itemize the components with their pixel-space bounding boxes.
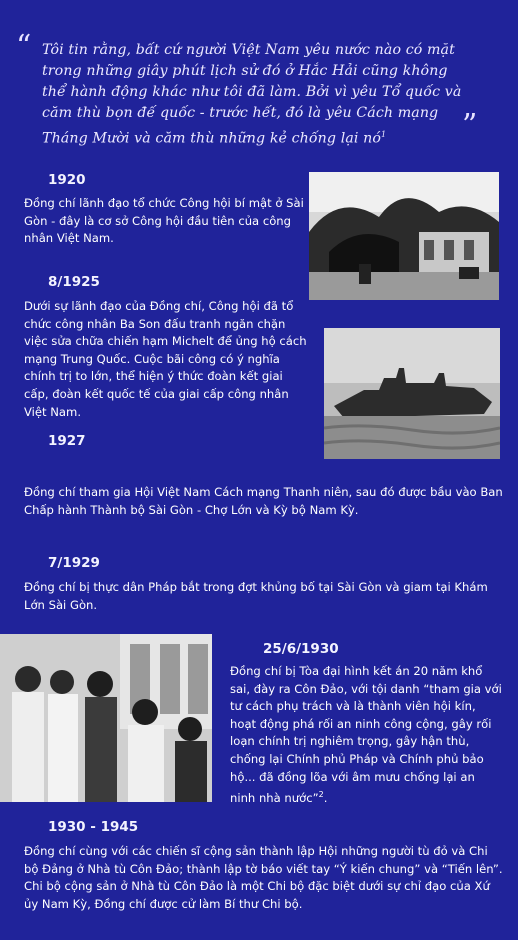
year-1920: 1920 xyxy=(48,172,86,188)
footnote-2: 2 xyxy=(318,790,324,800)
photo-saigon-street xyxy=(309,172,499,300)
photo-prisoners xyxy=(0,634,212,802)
year-1927: 1927 xyxy=(48,433,86,449)
year-8-1925: 8/1925 xyxy=(48,274,100,290)
photo-warship xyxy=(324,328,500,459)
text-25-6-1930 xyxy=(230,663,502,808)
quote-text: Tôi tin rằng, bất cứ người Việt Nam yêu nước nào có mặt trong những giây phút lịch sử đó ở Hắc Hải cũng không thể hành động khác như tôi đã làm. Bởi vì yêu Tổ quốc và căm thù bọn đế quốc - trước hết, đó là yêu Cách mạng Tháng Mười và căm thù những kẻ chống lại nó xyxy=(42,42,462,147)
quote-footnote: 1 xyxy=(381,130,387,139)
text-1930-1945: Đồng chí cùng với các chiến sĩ cộng sản thành lập Hội những người tù đỏ và Chi bộ Đảng ở Nhà tù Côn Đảo; thành lập tờ báo viết tay “Ý kiến chung” và “Tiến lên”. Chi bộ cộng sản ở Nhà tù Côn Đảo là một Chi bộ đặc biệt dưới sự chỉ đạo của Xứ ủy Nam Kỳ, Đồng chí được cử làm Bí thư Chi bộ. xyxy=(24,844,503,911)
text-25-6-1930-body: Đồng chí bị Tòa đại hình kết án 20 năm khổ sai, đày ra Côn Đảo, với tội danh “tham gia với tư cách phụ trách và là thành viên hội kín, hoạt động phá rối an ninh công cộng, gây rối loạn chính trị nghiêm trọng, gây hận thù, chống lại Chính phủ Pháp và Chính phủ bảo hộ... đã đồng lõa với âm mưu chống lại an ninh nhà nước” xyxy=(230,664,502,806)
text-7-1929: Đồng chí bị thực dân Pháp bắt trong đợt khủng bố tại Sài Gòn và giam tại Khám Lớn Sài Gòn. xyxy=(24,580,488,612)
year-1930-1945: 1930 - 1945 xyxy=(48,819,139,835)
year-7-1929: 7/1929 xyxy=(48,555,100,571)
text-1920: Đồng chí lãnh đạo tổ chức Công hội bí mật ở Sài Gòn - đây là cơ sở Công hội đầu tiên của công nhân Việt Nam. xyxy=(24,196,304,246)
quote-close-mark: ” xyxy=(462,108,478,143)
quote-open-mark: “ xyxy=(16,29,32,64)
text-1927: Đồng chí tham gia Hội Việt Nam Cách mạng Thanh niên, sau đó được bầu vào Ban Chấp hành Thành bộ Sài Gòn - Chợ Lớn và Kỳ bộ Nam Kỳ. xyxy=(24,485,503,517)
quote-block xyxy=(42,40,472,150)
year-25-6-1930: 25/6/1930 xyxy=(263,641,339,657)
text-8-1925: Dưới sự lãnh đạo của Đồng chí, Công hội đã tổ chức công nhân Ba Son đấu tranh ngăn chặn việc sửa chữa chiến hạm Michelt để ủng hộ cách mạng Trung Quốc. Cuộc bãi công có ý nghĩa chính trị to lớn, thể hiện ý thức đoàn kết giai cấp, đoàn kết quốc tế của giai cấp công nhân Việt Nam. xyxy=(24,299,307,419)
text-25-6-1930-tail: . xyxy=(323,791,328,806)
